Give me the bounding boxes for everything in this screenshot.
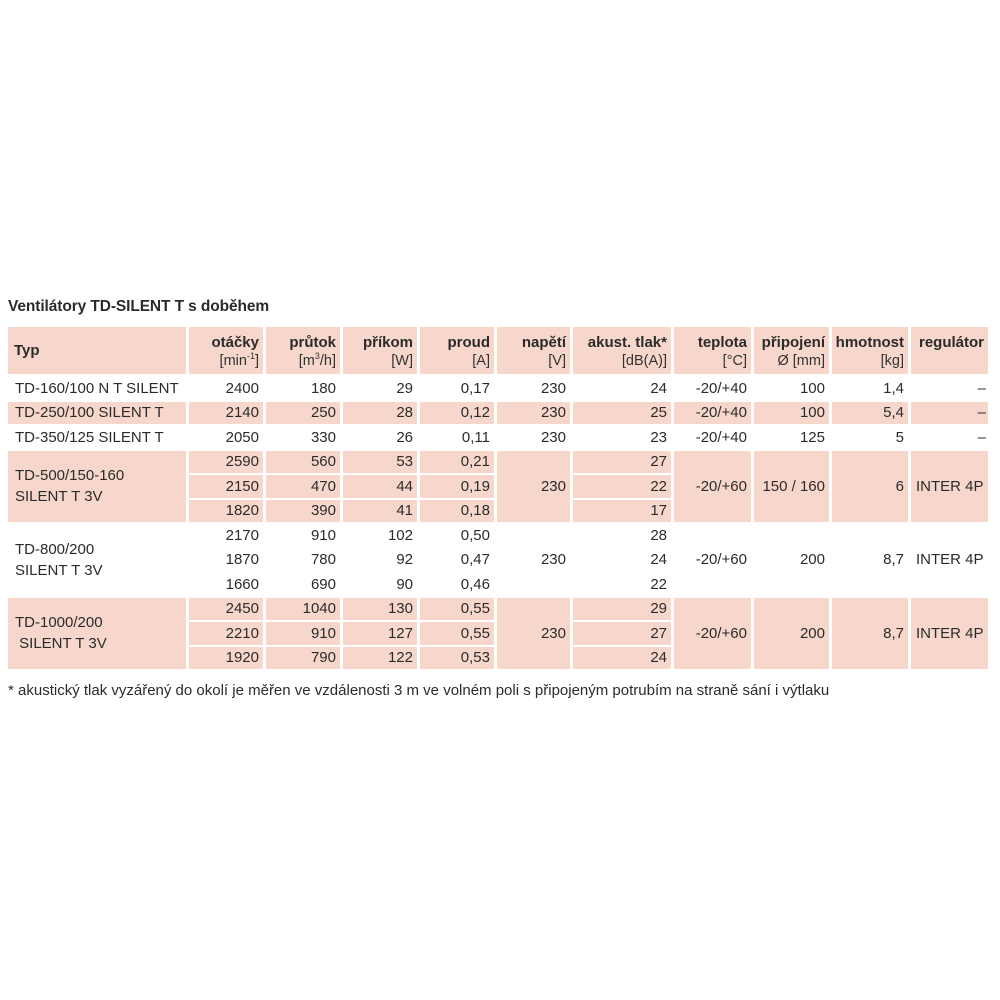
header-teplota: teplota [°C] bbox=[674, 327, 754, 377]
cell-hmotnost: 8,7 bbox=[832, 524, 911, 598]
cell-prutok: 180 bbox=[266, 377, 343, 402]
cell-otacky: 2450 bbox=[189, 598, 266, 623]
cell-typ: TD-1000/200 SILENT T 3V bbox=[8, 598, 189, 672]
cell-prikon: 26 bbox=[343, 426, 420, 451]
cell-tlak: 17 bbox=[573, 500, 674, 525]
cell-napeti: 230 bbox=[497, 451, 573, 525]
cell-proud: 0,18 bbox=[420, 500, 497, 525]
cell-hmotnost: 5,4 bbox=[832, 402, 911, 427]
cell-tlak: 24 bbox=[573, 377, 674, 402]
cell-regulator: – bbox=[911, 377, 988, 402]
cell-pripojeni: 100 bbox=[754, 402, 832, 427]
cell-prikon: 122 bbox=[343, 647, 420, 672]
cell-tlak: 22 bbox=[573, 573, 674, 598]
cell-prutok: 470 bbox=[266, 475, 343, 500]
cell-teplota: -20/+60 bbox=[674, 598, 754, 672]
cell-typ: TD-350/125 SILENT T bbox=[8, 426, 189, 451]
cell-prutok: 1040 bbox=[266, 598, 343, 623]
cell-pripojeni: 150 / 160 bbox=[754, 451, 832, 525]
cell-prutok: 250 bbox=[266, 402, 343, 427]
cell-prutok: 330 bbox=[266, 426, 343, 451]
cell-prutok: 690 bbox=[266, 573, 343, 598]
cell-pripojeni: 200 bbox=[754, 524, 832, 598]
cell-prikon: 127 bbox=[343, 622, 420, 647]
cell-tlak: 24 bbox=[573, 647, 674, 672]
header-regulator: regulátor bbox=[911, 327, 988, 377]
cell-tlak: 22 bbox=[573, 475, 674, 500]
cell-tlak: 25 bbox=[573, 402, 674, 427]
cell-prikon: 28 bbox=[343, 402, 420, 427]
cell-tlak: 28 bbox=[573, 524, 674, 549]
header-napeti: napětí [V] bbox=[497, 327, 573, 377]
cell-otacky: 1820 bbox=[189, 500, 266, 525]
header-pripojeni: připojení Ø [mm] bbox=[754, 327, 832, 377]
header-row bbox=[8, 327, 988, 377]
cell-tlak: 27 bbox=[573, 622, 674, 647]
header-proud: proud [A] bbox=[420, 327, 497, 377]
table-row bbox=[8, 426, 988, 451]
cell-otacky: 1870 bbox=[189, 549, 266, 574]
cell-regulator: – bbox=[911, 402, 988, 427]
cell-typ: TD-800/200 SILENT T 3V bbox=[8, 524, 189, 598]
cell-proud: 0,55 bbox=[420, 598, 497, 623]
cell-prikon: 90 bbox=[343, 573, 420, 598]
cell-otacky: 2400 bbox=[189, 377, 266, 402]
cell-proud: 0,12 bbox=[420, 402, 497, 427]
cell-hmotnost: 5 bbox=[832, 426, 911, 451]
cell-proud: 0,50 bbox=[420, 524, 497, 549]
cell-otacky: 1920 bbox=[189, 647, 266, 672]
cell-prikon: 130 bbox=[343, 598, 420, 623]
footnote: * akustický tlak vyzářený do okolí je měřen ve vzdálenosti 3 m ve volném poli s připojeným potrubím na straně sání i výtlaku bbox=[8, 682, 830, 699]
cell-prutok: 390 bbox=[266, 500, 343, 525]
header-prutok: průtok $[m^3/h]$ bbox=[266, 327, 343, 377]
header-hmotnost: hmotnost [kg] bbox=[832, 327, 911, 377]
cell-prutok: 780 bbox=[266, 549, 343, 574]
cell-hmotnost: 8,7 bbox=[832, 598, 911, 672]
cell-tlak: 29 bbox=[573, 598, 674, 623]
cell-prikon: 44 bbox=[343, 475, 420, 500]
cell-proud: 0,53 bbox=[420, 647, 497, 672]
header-akust-tlak: akust. tlak* [dB(A)] bbox=[573, 327, 674, 377]
cell-prutok: 790 bbox=[266, 647, 343, 672]
table-title: Ventilátory TD-SILENT T s doběhem bbox=[8, 298, 270, 315]
cell-proud: 0,17 bbox=[420, 377, 497, 402]
header-prikon: příkom [W] bbox=[343, 327, 420, 377]
table-row bbox=[8, 402, 988, 427]
cell-prikon: 41 bbox=[343, 500, 420, 525]
cell-otacky: 2140 bbox=[189, 402, 266, 427]
cell-regulator: – bbox=[911, 426, 988, 451]
cell-otacky: 2170 bbox=[189, 524, 266, 549]
cell-proud: 0,19 bbox=[420, 475, 497, 500]
table-row bbox=[8, 598, 988, 623]
cell-prutok: 910 bbox=[266, 622, 343, 647]
cell-pripojeni: 200 bbox=[754, 598, 832, 672]
cell-otacky: 1660 bbox=[189, 573, 266, 598]
cell-teplota: -20/+40 bbox=[674, 426, 754, 451]
cell-proud: 0,47 bbox=[420, 549, 497, 574]
cell-teplota: -20/+40 bbox=[674, 377, 754, 402]
cell-pripojeni: 125 bbox=[754, 426, 832, 451]
cell-prutok: 560 bbox=[266, 451, 343, 476]
cell-napeti: 230 bbox=[497, 426, 573, 451]
cell-napeti: 230 bbox=[497, 598, 573, 672]
cell-regulator: INTER 4P bbox=[911, 524, 988, 598]
cell-proud: 0,21 bbox=[420, 451, 497, 476]
cell-teplota: -20/+40 bbox=[674, 402, 754, 427]
cell-typ: TD-500/150-160 SILENT T 3V bbox=[8, 451, 189, 525]
cell-otacky: 2210 bbox=[189, 622, 266, 647]
cell-otacky: 2050 bbox=[189, 426, 266, 451]
cell-typ: TD-160/100 N T SILENT bbox=[8, 377, 189, 402]
cell-regulator: INTER 4P bbox=[911, 598, 988, 672]
cell-tlak: 24 bbox=[573, 549, 674, 574]
cell-teplota: -20/+60 bbox=[674, 451, 754, 525]
cell-proud: 0,55 bbox=[420, 622, 497, 647]
cell-teplota: -20/+60 bbox=[674, 524, 754, 598]
cell-prikon: 92 bbox=[343, 549, 420, 574]
cell-hmotnost: 6 bbox=[832, 451, 911, 525]
cell-regulator: INTER 4P bbox=[911, 451, 988, 525]
cell-typ: TD-250/100 SILENT T bbox=[8, 402, 189, 427]
table-row bbox=[8, 377, 988, 402]
cell-tlak: 23 bbox=[573, 426, 674, 451]
cell-otacky: 2590 bbox=[189, 451, 266, 476]
cell-prikon: 29 bbox=[343, 377, 420, 402]
cell-prikon: 102 bbox=[343, 524, 420, 549]
cell-hmotnost: 1,4 bbox=[832, 377, 911, 402]
cell-napeti: 230 bbox=[497, 377, 573, 402]
cell-prutok: 910 bbox=[266, 524, 343, 549]
table-row bbox=[8, 524, 988, 549]
cell-napeti: 230 bbox=[497, 402, 573, 427]
cell-otacky: 2150 bbox=[189, 475, 266, 500]
header-typ: Typ bbox=[8, 327, 189, 377]
cell-napeti: 230 bbox=[497, 524, 573, 598]
cell-proud: 0,11 bbox=[420, 426, 497, 451]
cell-proud: 0,46 bbox=[420, 573, 497, 598]
cell-prikon: 53 bbox=[343, 451, 420, 476]
cell-pripojeni: 100 bbox=[754, 377, 832, 402]
spec-table bbox=[8, 327, 988, 671]
table-row bbox=[8, 451, 988, 476]
cell-tlak: 27 bbox=[573, 451, 674, 476]
header-otacky: otáčky $[\min^{-1}]$ bbox=[189, 327, 266, 377]
